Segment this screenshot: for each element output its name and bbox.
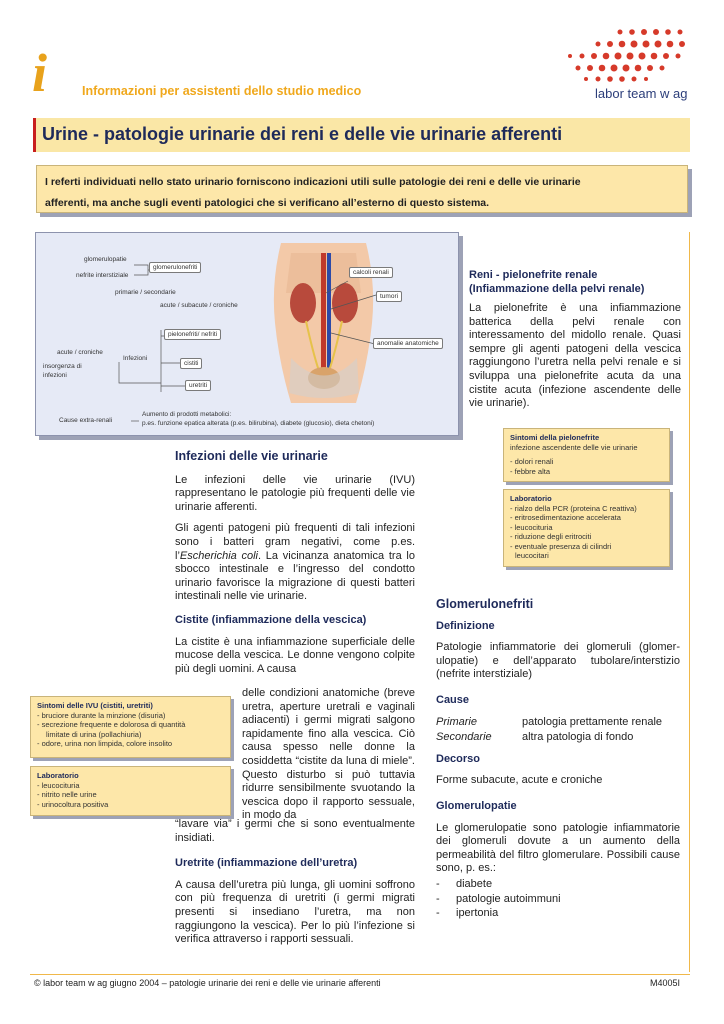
note-item: - rialzo della PCR (proteina C reattiva) [510, 503, 637, 513]
note-item: - eritrosedimentazione accelerata [510, 513, 621, 522]
cause-key: Secondarie [436, 731, 492, 744]
note-item: - leucocituria [37, 780, 80, 790]
uretrite-heading: Uretrite (infiammazione dell’uretra) [175, 857, 358, 870]
label-cause-extra-renali: Cause extra-renali [59, 417, 113, 424]
label-acute-croniche: acute / croniche [57, 349, 103, 356]
box-tumori: tumori [376, 291, 402, 302]
label-glomerulopatie: glomerulopatie [84, 256, 127, 263]
note-laboratorio-pielonefrite [503, 489, 670, 567]
title-bar [33, 118, 690, 152]
glomerulonefriti-section [436, 598, 680, 922]
cistite-continued [242, 687, 415, 823]
decorso-text: Forme subacute, acute e croniche [436, 774, 603, 787]
definizione-heading: Definizione [436, 619, 495, 632]
glomerulonefriti-title: Glomerulonefriti [436, 597, 534, 611]
label-primarie-secondarie: primarie / secondarie [115, 289, 176, 296]
reni-heading [469, 268, 681, 296]
diagram-connector-lines [36, 233, 460, 437]
cause-row [436, 731, 680, 745]
ivu-section [175, 450, 415, 676]
list-item: - diabete [436, 877, 493, 890]
header-subtitle: Informazioni per assistenti dello studio medico [82, 84, 362, 98]
label-nefrite-interstiziale: nefrite interstiziale [76, 272, 129, 279]
box-calcoli-renali: calcoli renali [349, 267, 393, 278]
cistite-paragraph-1: La cistite è una infiammazione superficiale delle mucose della vescica. Le donne vengono colpite più degli uomini. A causa [175, 635, 415, 675]
ivu-title: Infezioni delle vie urinarie [175, 449, 328, 463]
intro-line-2: afferenti, ma anche sugli eventi patologici che si verificano all’esterno di questo sistema. [45, 197, 490, 209]
note-sintomi-pielonefrite [503, 428, 670, 482]
uretrite-text: A causa dell’uretra più lunga, gli uomini soffrono con più frequenza di uretriti (i germi migrati presenti si insediano l’uretra, ma non raggiungono la vescica). Per lo più l’infezione si verifica attraverso i rapporti sessuali. [175, 878, 415, 946]
ivu-paragraph-2: Gli agenti patogeni più frequenti di tali infezioni sono i batteri gram negativi, come p.es. l’Escherichia coli. La vicinanza anatomica tra lo sbocco intestinale e l’ingresso del condotto urinario favorisce la migrazione di questi batteri intestinali nelle vie urinarie. [175, 522, 415, 603]
info-logo: i [32, 43, 48, 103]
label-aumento-prodotti: Aumento di prodotti metabolici: [142, 411, 232, 418]
note-lab-title: Laboratorio [510, 494, 552, 503]
cistite-heading: Cistite (infiammazione della vescica) [175, 613, 367, 626]
label-aumento-esempi: p.es. funzione epatica alterata (p.es. bilirubina), diabete (glucosio), dieta chetoni) [142, 420, 375, 427]
list-item: - ipertonia [436, 907, 499, 920]
intro-line-1: I referti individuati nello stato urinario forniscono indicazioni utili sulle patologie dei reni e delle vie urinarie [45, 176, 581, 188]
box-pielonefriti: pielonefriti/ nefriti [164, 329, 221, 340]
box-cistiti: cistiti [180, 358, 202, 369]
cause-heading: Cause [436, 693, 470, 706]
definizione-text: Patologie infiammatorie dei glomeruli (glomer-ulopatie) e dell’apparato tubolare/interstizio (nefrite interstiziale) [436, 641, 680, 681]
list-item: - patologie autoimmuni [436, 892, 561, 905]
column-rule [689, 232, 690, 972]
label-insorgenza: insorgenza di [43, 363, 82, 370]
cistite-paragraph-2: delle condizioni anatomiche (breve uretra, aperture uretrali e vaginali adiacenti) i germi migrati salgono rapidamente fino alla vescica. Ciò causa spesso nelle donne la cosiddetta “cistite da luna di miele”. Questo disturbo si può tuttavia ridurre sensibilmente svuotando la vescica dopo il rapporto sessuale, in modo da [242, 687, 415, 822]
cause-key: Primarie [436, 715, 477, 728]
box-glomerulonefriti: glomerulonefriti [149, 262, 201, 273]
footer-text: © labor team w ag giugno 2004 – patologie urinarie dei reni e delle vie urinarie afferenti [34, 978, 381, 988]
note-item: - secrezione frequente e dolorosa di quantità [37, 720, 186, 729]
note-item: leucocitari [515, 551, 549, 560]
cause-value: altra patologia di fondo [522, 731, 634, 744]
page-title: Urine - patologie urinarie dei reni e delle vie urinarie afferenti [42, 124, 563, 144]
reni-title: pielonefrite renale [502, 269, 598, 281]
note-item: - febbre alta [510, 466, 551, 476]
intro-box [36, 165, 688, 213]
cause-row [436, 716, 680, 730]
decorso-heading: Decorso [436, 752, 481, 765]
cause-value: patologia prettamente renale [522, 715, 663, 728]
glomerulopatie-heading: Glomerulopatie [436, 799, 517, 812]
reni-subtitle: (Infiammazione della pelvi renale) [469, 283, 645, 295]
cistite-paragraph-3: “lavare via” i germi che si sono eventualmente insidiati. [175, 818, 415, 844]
note-item: - nitrito nelle urine [37, 790, 97, 799]
company-name: labor team w ag [595, 86, 688, 101]
note-item: limitate di urina (pollachiuria) [46, 729, 142, 739]
reni-section [469, 268, 681, 419]
note-item: - dolori renali [510, 457, 554, 466]
note-item: - eventuale presenza di cilindri [510, 541, 612, 551]
label-infezioni: Infezioni [123, 355, 148, 362]
note-item: - odore, urina non limpida, colore insolito [37, 739, 173, 748]
note-sintomi-ivu [30, 696, 231, 758]
label-insorgenza-infezioni: infezioni [43, 372, 67, 379]
label-acute-subacute-croniche: acute / subacute / croniche [160, 302, 238, 309]
note-sintomi-pielonefrite-sub: infezione ascendente delle vie urinarie [510, 442, 638, 452]
glomerulopatie-text: Le glomerulopatie sono patologie infiammatorie dei glomeruli dovute a un aumento della permeabilità del filtro glomerulare. Possibili cause sono, p. es.: [436, 821, 680, 875]
box-uretriti: uretriti [185, 380, 211, 391]
anatomy-diagram [35, 232, 459, 436]
footer-rule [30, 974, 690, 975]
company-dots-logo [540, 28, 690, 84]
box-anomalie-anatomiche: anomalie anatomiche [373, 338, 443, 349]
note-sintomi-ivu-title: Sintomi delle IVU (cistiti, uretriti) [37, 701, 153, 710]
reni-title-prefix: Reni - [469, 269, 503, 281]
note-lab-ivu-title: Laboratorio [37, 771, 79, 780]
note-laboratorio-ivu [30, 766, 231, 816]
document-code: M4005I [650, 978, 681, 988]
note-item: - urinocoltura positiva [37, 799, 109, 809]
note-item: - riduzione degli eritrociti [510, 532, 592, 541]
cistite-end [175, 818, 415, 955]
ivu-paragraph-1: Le infezioni delle vie urinarie (IVU) rappresentano le patologie più frequenti delle vie urinarie afferenti. [175, 473, 415, 513]
reni-text: La pielonefrite è una infiammazione batterica della pelvi renale con interessamento del midollo renale. Quasi sempre gli agenti patogeni della vescica raggiungono l’uretra nella pelvi renale e si sviluppa una pielonefrite acuta da una cistite acuta (infezione ascendente delle vie urinarie). [469, 302, 681, 410]
note-item: - leucocituria [510, 522, 553, 532]
note-item: - bruciore durante la minzione (disuria) [37, 710, 166, 720]
note-sintomi-pielonefrite-title: Sintomi della pielonefrite [510, 433, 600, 442]
